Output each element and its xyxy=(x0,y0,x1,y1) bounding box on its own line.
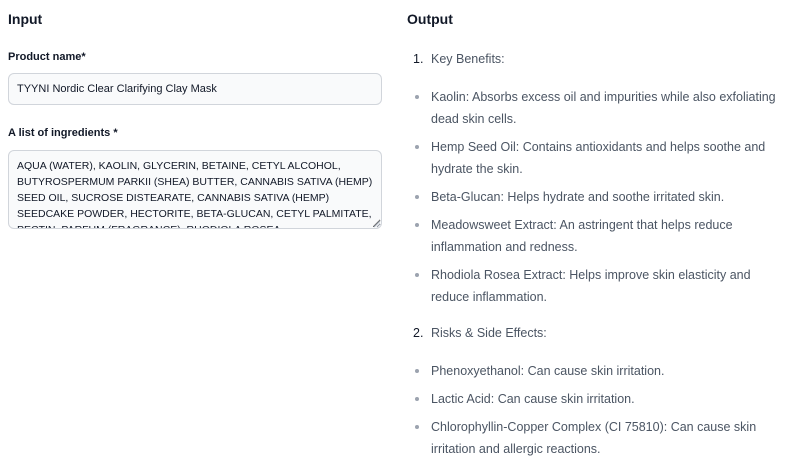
list-item-text: Beta-Glucan: Helps hydrate and soothe irritated skin. xyxy=(431,190,725,204)
input-title: Input xyxy=(8,11,43,27)
list-item xyxy=(407,214,792,258)
list-item-text: Phenoxyethanol: Can cause skin irritation. xyxy=(431,364,665,378)
bullet-icon xyxy=(415,273,419,277)
product-name-input[interactable] xyxy=(8,73,382,105)
bullet-icon xyxy=(415,425,419,429)
ingredients-textarea[interactable] xyxy=(8,150,382,229)
resize-handle-icon[interactable] xyxy=(373,220,381,228)
bullet-icon xyxy=(415,145,419,149)
output-section-heading xyxy=(407,48,792,70)
output-body xyxy=(407,48,792,459)
list-item-text: Chlorophyllin-Copper Complex (CI 75810): Can cause skin irritation and allergic reactions. xyxy=(431,420,757,456)
list-item-text: Meadowsweet Extract: An astringent that helps reduce inflammation and redness. xyxy=(431,218,733,254)
bullet-icon xyxy=(415,195,419,199)
output-section-heading xyxy=(407,322,792,344)
product-name-label: Product name* xyxy=(8,51,86,63)
output-title: Output xyxy=(407,11,453,27)
list-item-text: Lactic Acid: Can cause skin irritation. xyxy=(431,392,635,406)
list-item xyxy=(407,86,792,130)
section-number: 2. xyxy=(413,326,424,340)
list-item-text: Hemp Seed Oil: Contains antioxidants and helps soothe and hydrate the skin. xyxy=(431,140,766,176)
list-item xyxy=(407,136,792,180)
list-item xyxy=(407,186,792,208)
ingredients-label: A list of ingredients * xyxy=(8,127,118,139)
list-item-text: Rhodiola Rosea Extract: Helps improve skin elasticity and reduce inflammation. xyxy=(431,268,751,304)
list-item xyxy=(407,416,792,459)
list-item-text: Kaolin: Absorbs excess oil and impurities while also exfoliating dead skin cells. xyxy=(431,90,776,126)
bullet-icon xyxy=(415,369,419,373)
bullet-icon xyxy=(415,95,419,99)
list-item xyxy=(407,388,792,410)
bullet-icon xyxy=(415,223,419,227)
section-heading-text: Key Benefits: xyxy=(431,52,505,66)
bullet-icon xyxy=(415,397,419,401)
section-number: 1. xyxy=(413,52,424,66)
list-item xyxy=(407,264,792,308)
section-heading-text: Risks & Side Effects: xyxy=(431,326,547,340)
list-item xyxy=(407,360,792,382)
